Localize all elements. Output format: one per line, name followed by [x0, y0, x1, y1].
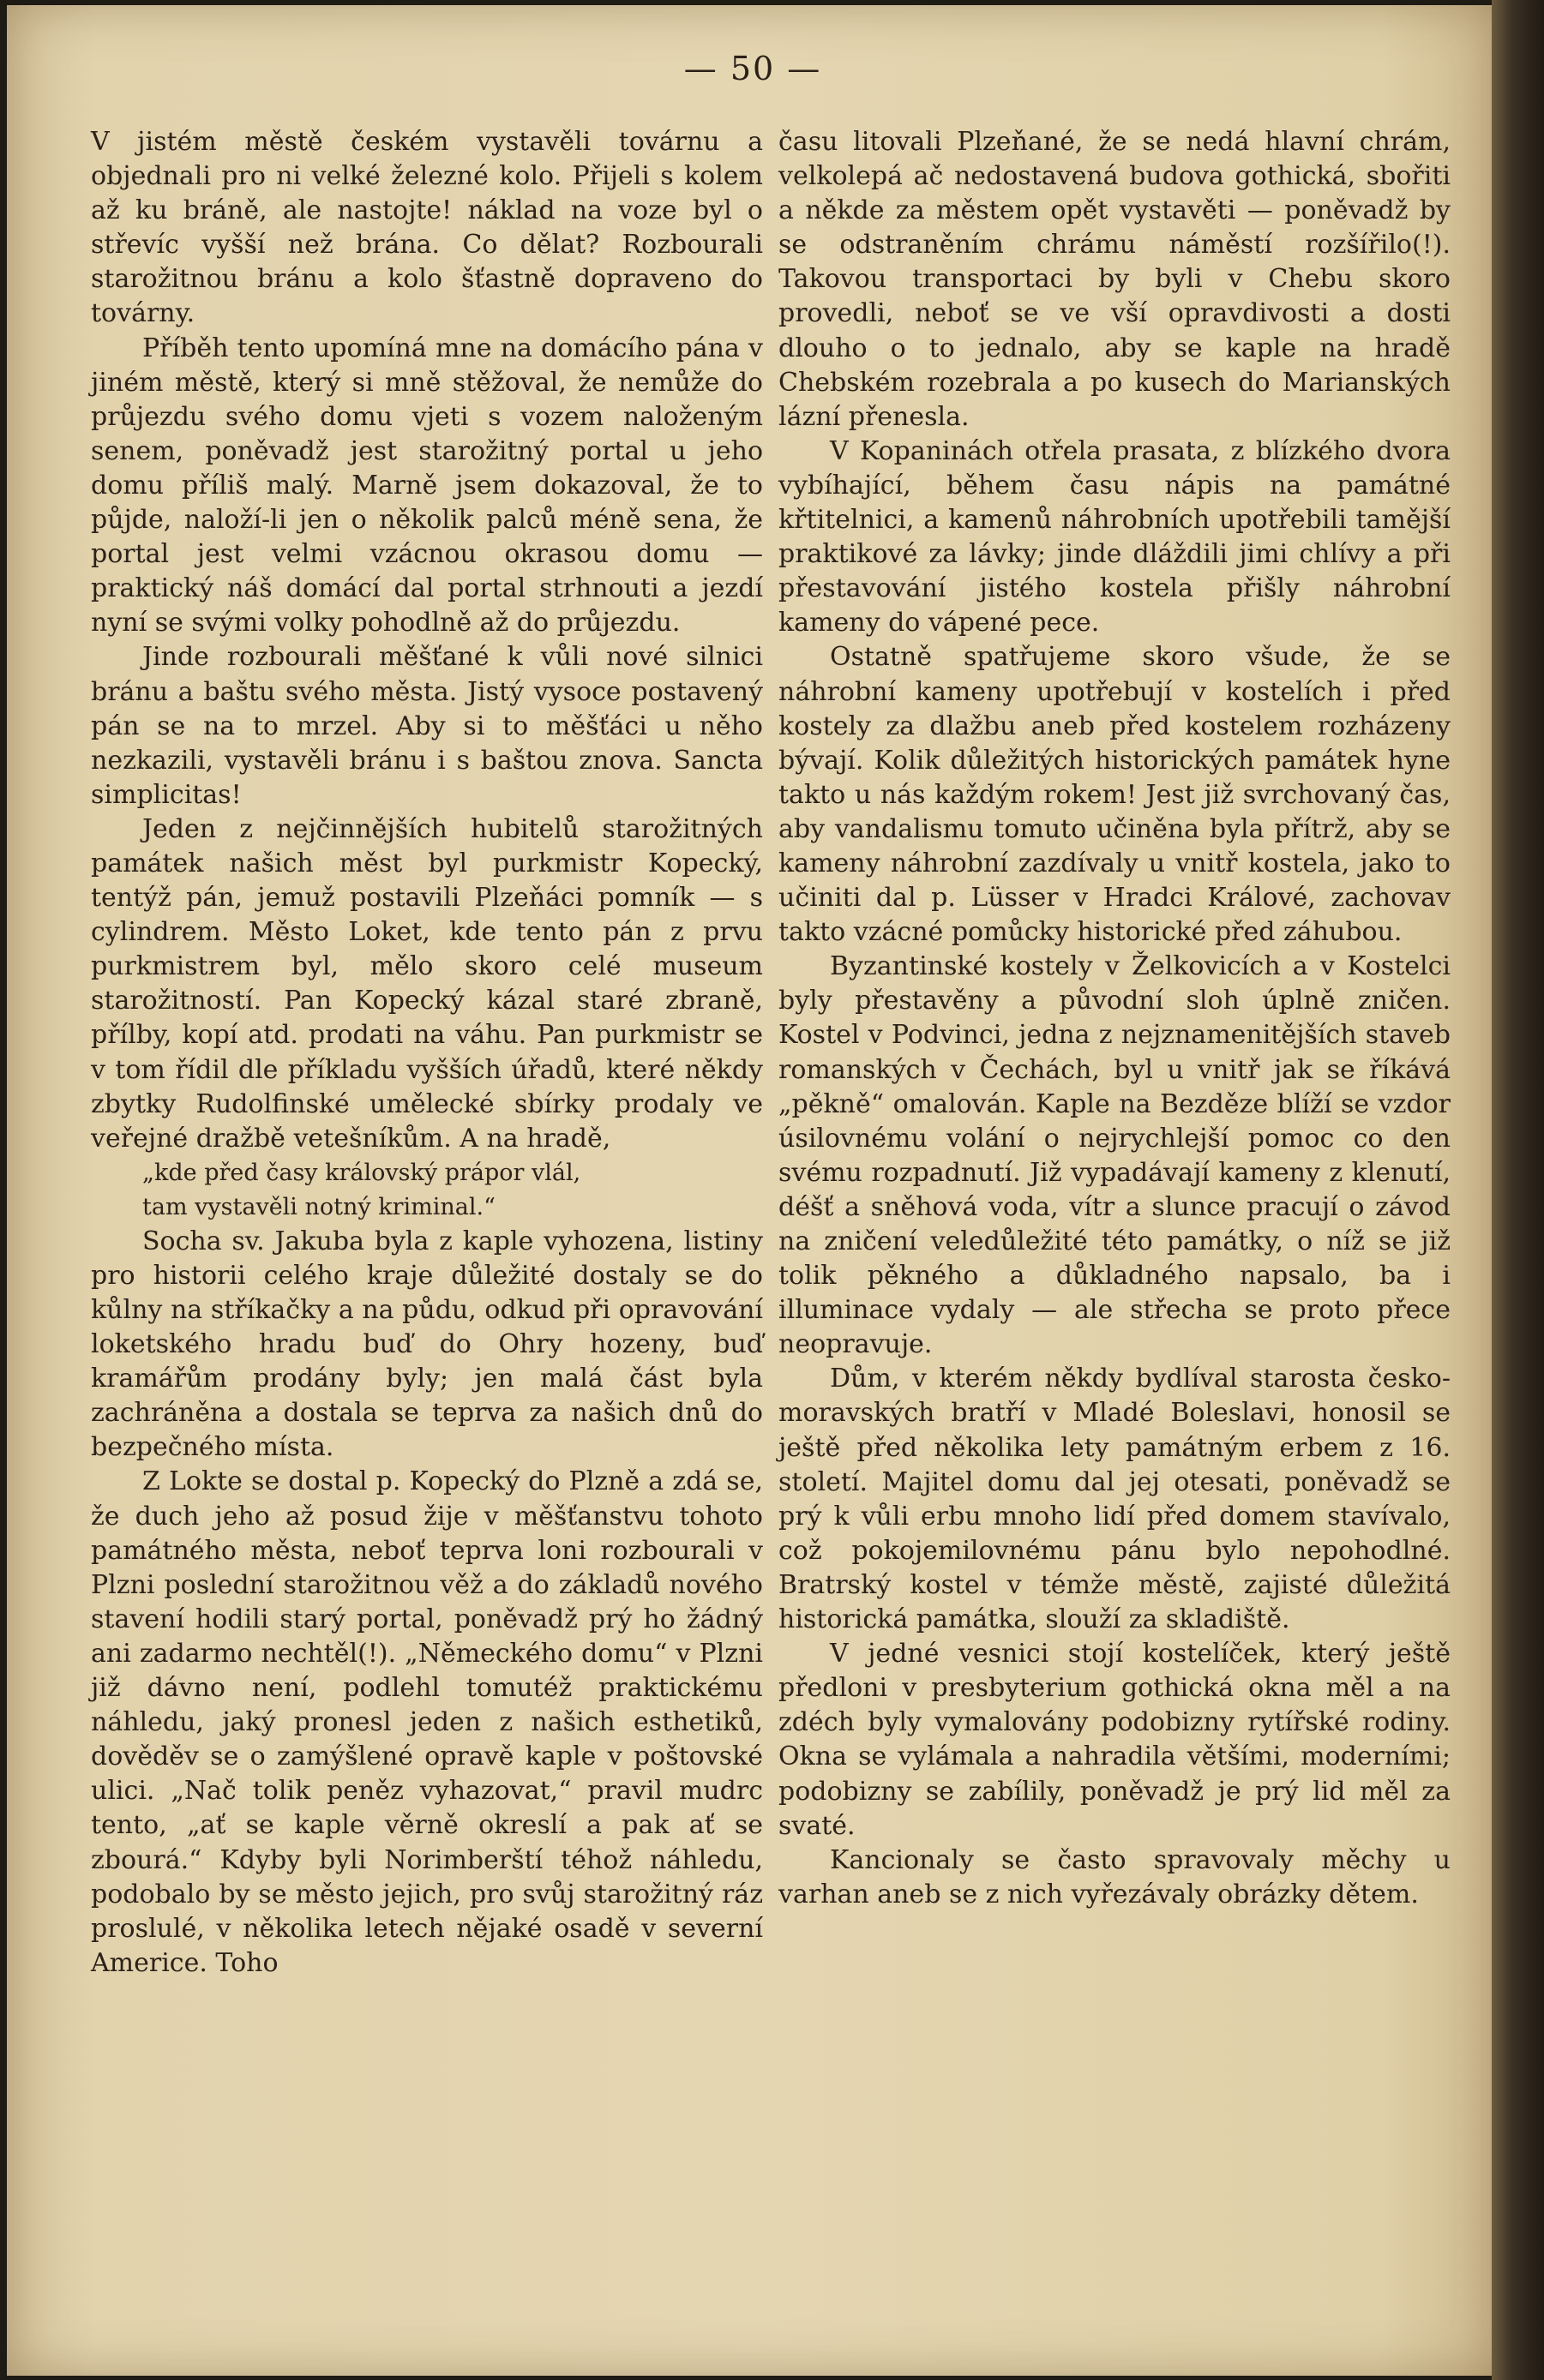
- paragraph: Z Lokte se dostal p. Kopecký do Plzně a zdá se, že duch jeho až posud žije v měšťanstvu tohoto památného města, neboť teprva loni rozbourali v Plzni poslední starožitnou věž a do základů nového stavení hodili starý portal, poněvadž prý ho žádný ani zadarmo nechtěl(!). „Německého domu“ v Plzni již dávno není, podlehl tomutéž praktickému náhledu, jaký pronesl jeden z našich esthetiků, dověděv se o zamýšlené opravě kaple v poštovské ulici. „Nač tolik peněz vyhazovat,“ pravil mudrc tento, „ať se kaple věrně okreslí a pak ať se zbourá.“ Kdyby byli Norimberští téhož náhledu, podobalo by se město jejich, pro svůj starožitný ráz proslulé, v několika letech nějaké osadě v severní Americe. Toho: [91, 1466, 763, 1978]
- verse-quote-line: „kde před časy královský prápor vlál,: [142, 1159, 581, 1186]
- paragraph: Příběh tento upomíná mne na domácího pána v jiném městě, který si mně stěžoval, že nemůže do průjezdu svého domu vjeti s vozem naloženým senem, poněvadž jest starožitný portal u jeho domu příliš malý. Marně jsem dokazoval, že to půjde, naloží-li jen o několik palců méně sena, že portal jest velmi vzácnou okrasou domu — praktický náš domácí dal portal strhnouti a jezdí nyní se svými volky pohodlně až do průjezdu.: [91, 333, 763, 638]
- right-column: [778, 125, 1451, 1912]
- paragraph: Socha sv. Jakuba byla z kaple vyhozena, listiny pro historii celého kraje důležité dostaly se do kůlny na stříkačky a na půdu, odkud při opravování loketského hradu buď do Ohry hozeny, buď kramářům prodány byly; jen malá část byla zachráněna a dostala se teprva za našich dnů do bezpečného místa.: [91, 1226, 763, 1463]
- paragraph: času litovali Plzeňané, že se nedá hlavní chrám, velkolepá ač nedostavená budova gothická, sbořiti a někde za městem opět vystavěti — poněvadž by se odstraněním chrámu náměstí rozšířilo(!). Takovou transportaci by byli v Chebu skoro provedli, neboť se ve vší opravdivosti a dosti dlouho o to jednalo, aby se kaple na hradě Chebském rozebrala a po kusech do Marianských lázní přenesla.: [778, 127, 1451, 432]
- paragraph: V jistém městě českém vystavěli továrnu a objednali pro ni velké železné kolo. Přijeli s kolem až ku bráně, ale nastojte! náklad na voze byl o střevíc vyšší než brána. Co dělat? Rozbourali starožitnou bránu a kolo šťastně dopraveno do továrny.: [91, 127, 763, 329]
- paragraph: V Kopaninách otřela prasata, z blízkého dvora vybíhající, během času nápis na památné křtitelnici, a kamenů náhrobních upotřebili tamější praktikové za lávky; jinde dláždili jimi chlívy a při přestavování jistého kostela přišly náhrobní kameny do vápené pece.: [778, 435, 1451, 638]
- paragraph: Ostatně spatřujeme skoro všude, že se náhrobní kameny upotřebují v kostelích i před kostely za dlažbu aneb před kostelem rozházeny bývají. Kolik důležitých historických památek hyne takto u nás každým rokem! Jest již svrchovaný čas, aby vandalismu tomuto učiněna byla přítrž, aby se kameny náhrobní zazdívaly u vnitř kostela, jako to učiniti dal p. Lüsser v Hradci Králové, zachovav takto vzácné pomůcky historické před záhubou.: [778, 642, 1451, 948]
- left-column: [91, 125, 763, 1981]
- verse-quote-line: tam vystavěli notný kriminal.“: [142, 1193, 496, 1220]
- paragraph: Jeden z nejčinnějších hubitelů starožitných památek našich měst byl purkmistr Kopecký, tentýž pán, jemuž postavili Plzeňáci pomník — s cylindrem. Město Loket, kde tento pán z prvu purkmistrem byl, mělo skoro celé museum starožitností. Pan Kopecký kázal staré zbraně, přílby, kopí atd. prodati na váhu. Pan purkmistr se v tom řídil dle příkladu vyšších úřadů, které někdy zbytky Rudolfinské umělecké sbírky prodaly ve veřejné dražbě vetešníkům. A na hradě,: [91, 813, 763, 1154]
- book-spine-edge: [1492, 0, 1544, 2380]
- paragraph: V jedné vesnici stojí kostelíček, který ještě předloni v presbyterium gothická okna měl a na zdéch byly vymalovány podobizny rytířské rodiny. Okna se vylámala a nahradila většími, moderními; podobizny se zabílily, poněvadž je prý lid měl za svaté.: [778, 1639, 1451, 1841]
- paragraph: Byzantinské kostely v Želkovicích a v Kostelci byly přestavěny a původní sloh úplně zničen. Kostel v Podvinci, jedna z nejznamenitějších staveb romanských v Čechách, byl u vnitř jak se říkává „pěkně“ omalován. Kaple na Bezděze blíží se vzdor úsilovnému volání o nejrychlejší pomoc co den svému rozpadnutí. Již vypadávají kameny z klenutí, déšť a sněhová voda, vítr a slunce pracují o závod na zničení veledůležité této památky, o níž se již tolik pěkného a důkladného napsalo, ba i illuminace vydaly — ale střecha se proto přece neopravuje.: [778, 951, 1451, 1360]
- paragraph: Kancionaly se často spravovaly měchy u varhan aneb se z nich vyřezávaly obrázky dětem.: [778, 1844, 1451, 1909]
- page-number: — 50 —: [683, 50, 822, 87]
- book-page: [7, 5, 1499, 2376]
- paragraph: Dům, v kterém někdy bydlíval starosta česko-moravských bratří v Mladé Boleslavi, honosil se ještě před několika lety památným erbem z 16. století. Majitel domu dal jej otesati, poněvadž se prý k vůli erbu mnoho lidí před domem stavívalo, což pokojemilovnému pánu bylo nepohodlné. Bratrský kostel v témže městě, zajisté důležitá historická památka, slouží za skladiště.: [778, 1364, 1451, 1635]
- paragraph: Jinde rozbourali měšťané k vůli nové silnici bránu a baštu svého města. Jistý vysoce postavený pán se na to mrzel. Aby si to měšťáci u něho nezkazili, vystavěli bránu i s baštou znova. Sancta simplicitas!: [91, 642, 763, 810]
